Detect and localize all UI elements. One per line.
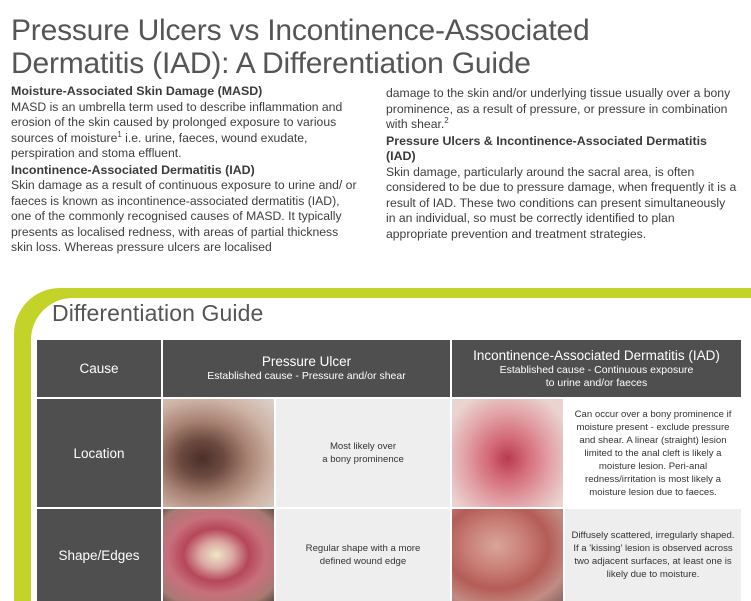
continued-reference: 2 — [444, 115, 449, 125]
kissing-lesion-photo — [452, 509, 563, 601]
shape-iad-text: Diffusely scattered, irregularly shaped. If a 'kissing' lesion is observed across two adjacent surfaces, at least one is likely due to moisture. — [565, 509, 741, 601]
location-pu-line-2: a bony prominence — [322, 454, 404, 465]
continued-paragraph — [386, 86, 738, 133]
heel-pressure-ulcer-photo — [163, 399, 274, 507]
cause-header: Cause — [37, 340, 161, 397]
shape-pu-line-2: defined wound edge — [319, 556, 407, 567]
shape-pressure-ulcer-text — [276, 509, 450, 601]
shape-edges-row-label: Shape/Edges — [37, 509, 161, 601]
pressure-ulcer-header — [163, 340, 450, 397]
guide-title: Differentiation Guide — [52, 300, 264, 326]
iad-cause-line-1: Established cause - Continuous exposure — [499, 364, 694, 376]
location-pressure-ulcer-text — [276, 399, 450, 507]
page-title — [11, 14, 731, 80]
masd-heading: Moisture-Associated Skin Damage (MASD) — [11, 84, 263, 98]
title-line-1: Pressure Ulcers vs Incontinence-Associated — [11, 14, 590, 47]
continued-text: damage to the skin and/or underlying tissue usually over a bony prominence, as a result of pressure, or pressure in combination with shear. — [386, 86, 731, 131]
masd-text: MASD is an umbrella term used to describe inflammation and erosion of the skin caused by prolonged exposure to various sources of moisture — [11, 99, 343, 145]
differentiation-table — [37, 340, 741, 601]
pu-iad-heading: Pressure Ulcers & Incontinence-Associated Dermatitis (IAD) — [386, 133, 707, 163]
masd-text-end: i.e. urine, faeces, wound exudate, perspiration and stoma effluent. — [11, 130, 308, 160]
pu-iad-paragraph: Skin damage, particularly around the sacral area, is often considered to be due to pressure damage, when frequently it is a result of IAD. These two conditions can present simultaneously in an individual, so must be correctly identified to plan appropriate prevention and treatment strategies. — [386, 164, 737, 241]
iad-header — [452, 340, 741, 397]
iad-heading: Incontinence-Associated Dermatitis (IAD) — [11, 162, 255, 177]
iad-title: Incontinence-Associated Dermatitis (IAD) — [473, 348, 720, 363]
right-text-column — [386, 86, 738, 243]
iad-cause-line-2: to urine and/or faeces — [545, 377, 648, 389]
shape-pu-line-1: Regular shape with a more — [305, 543, 421, 554]
masd-reference: 1 — [117, 129, 122, 139]
location-pu-line-1: Most likely over — [329, 441, 397, 452]
iad-paragraph: Skin damage as a result of continuous exposure to urine and/ or faeces is known as incontinence-associated dermatitis (IAD), one of the commonly recognised causes of MASD. It typically presents as localised redness, with areas of partial thickness skin loss. Whereas pressure ulcers are localised — [11, 178, 357, 254]
location-iad-text: Can occur over a bony prominence if moisture present - exclude pressure and shear. A linear (straight) lesion limited to the anal cleft is likely a moisture lesion. Peri-anal redness/irritation is most likely a moisture lesion due to faeces. — [565, 399, 741, 507]
pressure-ulcer-title: Pressure Ulcer — [261, 354, 352, 369]
defined-ulcer-photo — [163, 509, 274, 601]
sacral-iad-photo — [452, 399, 563, 507]
pressure-ulcer-cause: Established cause - Pressure and/or shear — [207, 370, 406, 382]
location-row-label: Location — [37, 399, 161, 507]
left-text-column — [11, 84, 363, 257]
masd-paragraph — [11, 100, 363, 162]
title-line-2: Dermatitis (IAD): A Differentiation Guide — [11, 47, 531, 80]
